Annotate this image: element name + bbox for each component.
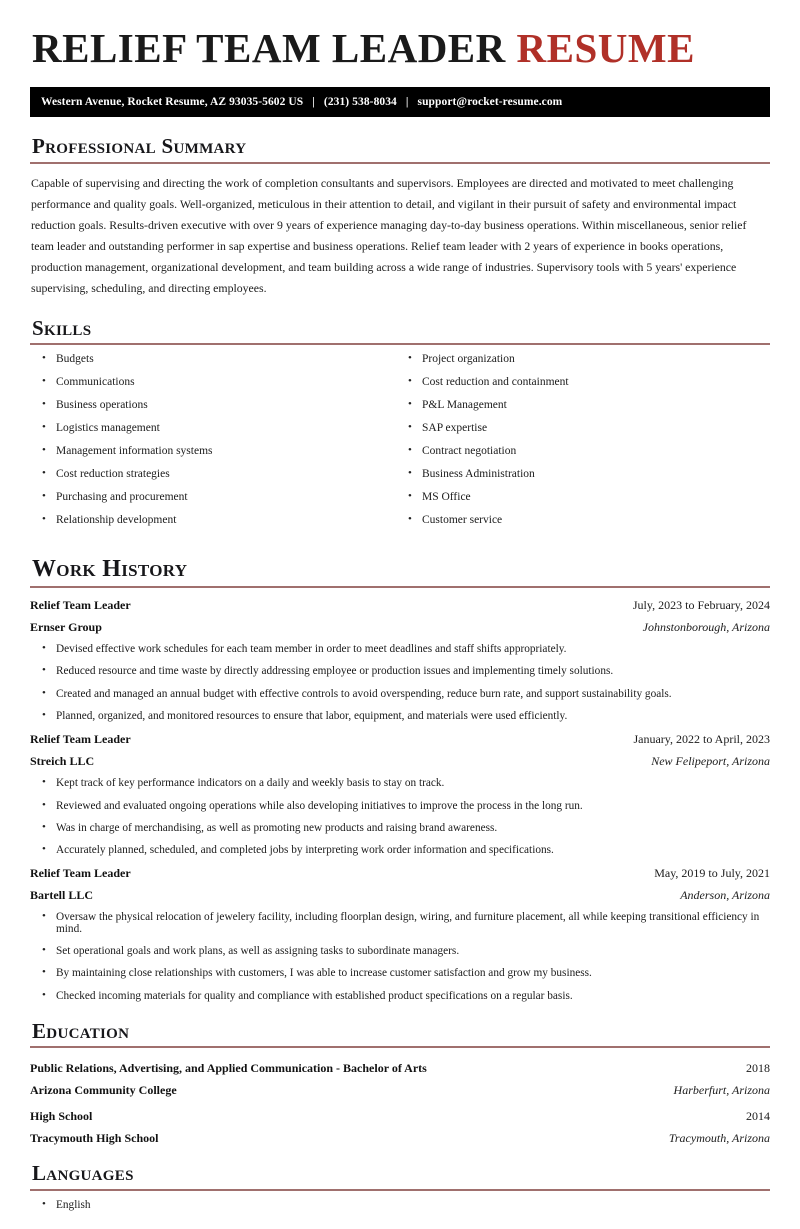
list-item: • Set operational goals and work plans, as well as assigning tasks to subordinate managers.: [30, 946, 770, 957]
education-degree: High School: [30, 1109, 93, 1124]
list-item: • Budgets: [30, 354, 400, 366]
education-school: Tracymouth High School: [30, 1131, 159, 1146]
list-item: • Management information systems: [30, 446, 400, 458]
skills-list-right: [400, 354, 770, 527]
summary-text: Capable of supervising and directing the work of completion consultants and supervisors. Employees are directed and motivated to meet challenging performance and quality goals. Well-organized, meticulous in their attention to detail, and vigilant in their pursuit of safety and environmental impact reduction goals. Results-driven executive with over 9 years of experience managing day-to-day business operations. Within miscellaneous, senior relief team leader and outstanding performer in sap expertise and business operations. Relief team leader with 2 years of experience in books operations, production management, organizational development, and team building across a wide range of industries. Supervisory tools with 5 years' experience supervising, scheduling, and directing employees.: [31, 175, 747, 295]
list-item: • Business operations: [30, 400, 400, 412]
section-divider-education: [30, 1046, 770, 1048]
list-item: • Cost reduction and containment: [400, 377, 770, 389]
list-item: • Created and managed an annual budget with effective controls to avoid overspending, reduce burn rate, and support sustainability goals.: [30, 689, 770, 700]
list-item: • Project organization: [400, 354, 770, 366]
job-location: Anderson, Arizona: [680, 888, 770, 903]
job-dates: May, 2019 to July, 2021: [654, 866, 770, 881]
education-year: 2014: [746, 1109, 770, 1124]
list-item: • By maintaining close relationships with customers, I was able to increase customer satisfaction and grow my business.: [30, 968, 770, 979]
section-education: [30, 1020, 770, 1145]
education-school: Arizona Community College: [30, 1083, 177, 1098]
section-heading-summary: Professional Summary: [32, 134, 247, 159]
job-bullets: [30, 778, 770, 856]
section-divider-work-history: [30, 586, 770, 588]
contact-phone[interactable]: (231) 538-8034: [323, 96, 397, 109]
job-company: Bartell LLC: [30, 888, 93, 903]
job-company: Ernser Group: [30, 620, 102, 635]
job-location: Johnstonborough, Arizona: [642, 620, 770, 635]
list-item: • English: [30, 1200, 770, 1211]
education-location: Harberfurt, Arizona: [673, 1083, 770, 1098]
section-divider-languages: [30, 1189, 770, 1191]
languages-list: [30, 1200, 770, 1211]
section-work-history: [30, 556, 770, 1002]
work-history-entry: [30, 867, 770, 1001]
skills-list-left: [30, 354, 400, 527]
list-item: • Business Administration: [400, 469, 770, 481]
list-item: • MS Office: [400, 492, 770, 504]
job-title: Relief Team Leader: [30, 732, 131, 747]
section-divider-summary: [30, 162, 770, 164]
job-dates: July, 2023 to February, 2024: [632, 598, 770, 613]
section-languages: [30, 1162, 770, 1211]
section-heading-education: Education: [32, 1018, 130, 1043]
education-location: Tracymouth, Arizona: [668, 1131, 770, 1146]
contact-email[interactable]: support@rocket-resume.com: [417, 96, 563, 109]
list-item: • P&L Management: [400, 400, 770, 412]
job-company: Streich LLC: [30, 754, 95, 769]
education-year: 2018: [746, 1061, 770, 1076]
work-history-entry: [30, 733, 770, 856]
skills-column-right: [400, 354, 770, 538]
list-item: • Purchasing and procurement: [30, 492, 400, 504]
skills-column-left: [30, 354, 400, 538]
list-item: • Cost reduction strategies: [30, 469, 400, 481]
list-item: • Accurately planned, scheduled, and completed jobs by interpreting work order information and specifications.: [30, 845, 770, 856]
resume-title: [32, 26, 770, 70]
resume-title-main: RELIEF TEAM LEADER: [32, 25, 506, 71]
contact-separator-1: |: [312, 96, 315, 109]
list-item: • Oversaw the physical relocation of jewelery facility, including floorplan design, wiring, and furniture placement, all while keeping transitional efficiency in mind.: [30, 912, 770, 935]
list-item: • Customer service: [400, 515, 770, 527]
list-item: • Logistics management: [30, 423, 400, 435]
list-item: • Relationship development: [30, 515, 400, 527]
education-entry: [30, 1110, 770, 1144]
section-heading-skills: Skills: [32, 315, 92, 340]
job-title: Relief Team Leader: [30, 866, 131, 881]
list-item: • Planned, organized, and monitored resources to ensure that labor, equipment, and materials were used efficiently.: [30, 711, 770, 722]
section-heading-languages: Languages: [32, 1161, 134, 1186]
list-item: • SAP expertise: [400, 423, 770, 435]
job-location: New Felipeport, Arizona: [651, 754, 770, 769]
resume-title-accent: RESUME: [516, 25, 695, 71]
job-dates: January, 2022 to April, 2023: [633, 732, 770, 747]
education-degree: Public Relations, Advertising, and Applied Communication - Bachelor of Arts: [30, 1061, 427, 1076]
list-item: • Contract negotiation: [400, 446, 770, 458]
section-divider-skills: [30, 343, 770, 345]
job-bullets: [30, 912, 770, 1001]
section-professional-summary: [30, 135, 770, 298]
section-heading-work-history: Work History: [32, 556, 188, 583]
list-item: • Kept track of key performance indicators on a daily and weekly basis to stay on track.: [30, 778, 770, 789]
contact-separator-2: |: [405, 96, 409, 109]
contact-bar: [30, 87, 770, 117]
job-bullets: [30, 644, 770, 722]
contact-address: Western Avenue, Rocket Resume, AZ 93035-5602 US: [41, 96, 304, 109]
list-item: • Was in charge of merchandising, as well as promoting new products and raising brand awareness.: [30, 823, 770, 834]
job-title: Relief Team Leader: [30, 598, 131, 613]
list-item: • Checked incoming materials for quality and compliance with established product specifications on a regular basis.: [30, 991, 770, 1002]
list-item: • Communications: [30, 377, 400, 389]
list-item: • Reviewed and evaluated ongoing operations while also developing initiatives to improve the process in the long run.: [30, 801, 770, 812]
list-item: • Devised effective work schedules for each team member in order to meet deadlines and staff shifts appropriately.: [30, 644, 770, 655]
section-skills: [30, 317, 770, 539]
work-history-entry: [30, 599, 770, 722]
education-entry: [30, 1062, 770, 1096]
list-item: • Reduced resource and time waste by directly addressing employee or production issues and implementing timely solutions.: [30, 666, 770, 677]
